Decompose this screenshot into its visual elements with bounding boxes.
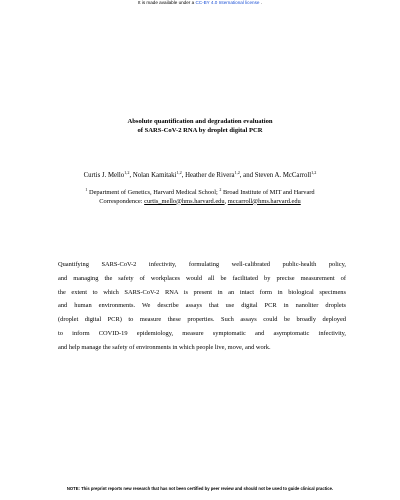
affiliation-marker: 2 — [219, 187, 222, 192]
abstract-line: (droplet digital PCR) to measure these properties. Such assays could be broadly deployed — [58, 316, 346, 324]
author-list — [0, 171, 400, 180]
abstract-line: to inform COVID-19 epidemiology, measure symptomatic and asymptomatic infectivity, — [58, 329, 346, 337]
author-affiliation-marker: 1,2 — [124, 170, 130, 175]
author-name: Steven A. McCarroll — [254, 172, 312, 179]
license-suffix: . — [259, 0, 263, 5]
author-affiliation-marker: 1,2 — [311, 170, 317, 175]
license-link[interactable]: CC-BY 4.0 International license — [195, 0, 260, 5]
email-separator: , — [224, 197, 228, 205]
author-affiliation-marker: 1,2 — [176, 170, 182, 175]
affiliation-text: Department of Genetics, Harvard Medical School; — [87, 189, 220, 196]
email-link[interactable]: curtis_mello@hms.harvard.edu — [144, 197, 225, 205]
abstract-line: Quantifying SARS-CoV-2 infectivity, formulating well-calibrated public-health policy, — [58, 261, 346, 268]
correspondence-label: Correspondence: — [99, 197, 145, 205]
affiliations — [0, 189, 400, 206]
preprint-note: NOTE: This preprint reports new research that has not been certified by peer review and should not be used to guide clinical practice. — [66, 486, 334, 491]
license-notice — [0, 0, 400, 6]
author-name: Heather de Rivera — [185, 172, 235, 179]
title-line-2: of SARS-CoV-2 RNA by droplet digital PCR — [137, 127, 263, 134]
affiliation-text: Broad Institute of MIT and Harvard — [221, 189, 315, 196]
paper-title — [0, 117, 400, 135]
author-separator: , — [129, 172, 133, 179]
abstract-line: the extent to which SARS-CoV-2 RNA is present in an intact form in biological specimens — [58, 288, 346, 296]
abstract-line: and help manage the safety of environments in which people live, move, and work. — [58, 343, 271, 351]
abstract-line: and managing the safety of workplaces would all be facilitated by precise measurement of — [58, 274, 346, 282]
author-separator: , — [181, 172, 186, 179]
author-name: Nolan Kamitaki — [132, 172, 177, 179]
license-prefix: It is made available under a — [137, 0, 196, 5]
abstract — [58, 258, 346, 355]
author-affiliation-marker: 1,2 — [234, 170, 240, 175]
affiliation-marker: 1 — [85, 187, 88, 192]
author-name: Curtis J. Mello — [83, 172, 125, 179]
abstract-line: and human environments. We describe assays that use digital PCR in nanoliter droplets — [58, 302, 346, 310]
correspondence-line — [0, 198, 400, 207]
affiliation-line — [0, 189, 400, 198]
email-link[interactable]: mccarroll@hms.harvard.edu — [227, 197, 301, 205]
title-line-1: Absolute quantification and degradation evaluation — [127, 118, 273, 125]
author-separator: , and — [239, 172, 255, 179]
